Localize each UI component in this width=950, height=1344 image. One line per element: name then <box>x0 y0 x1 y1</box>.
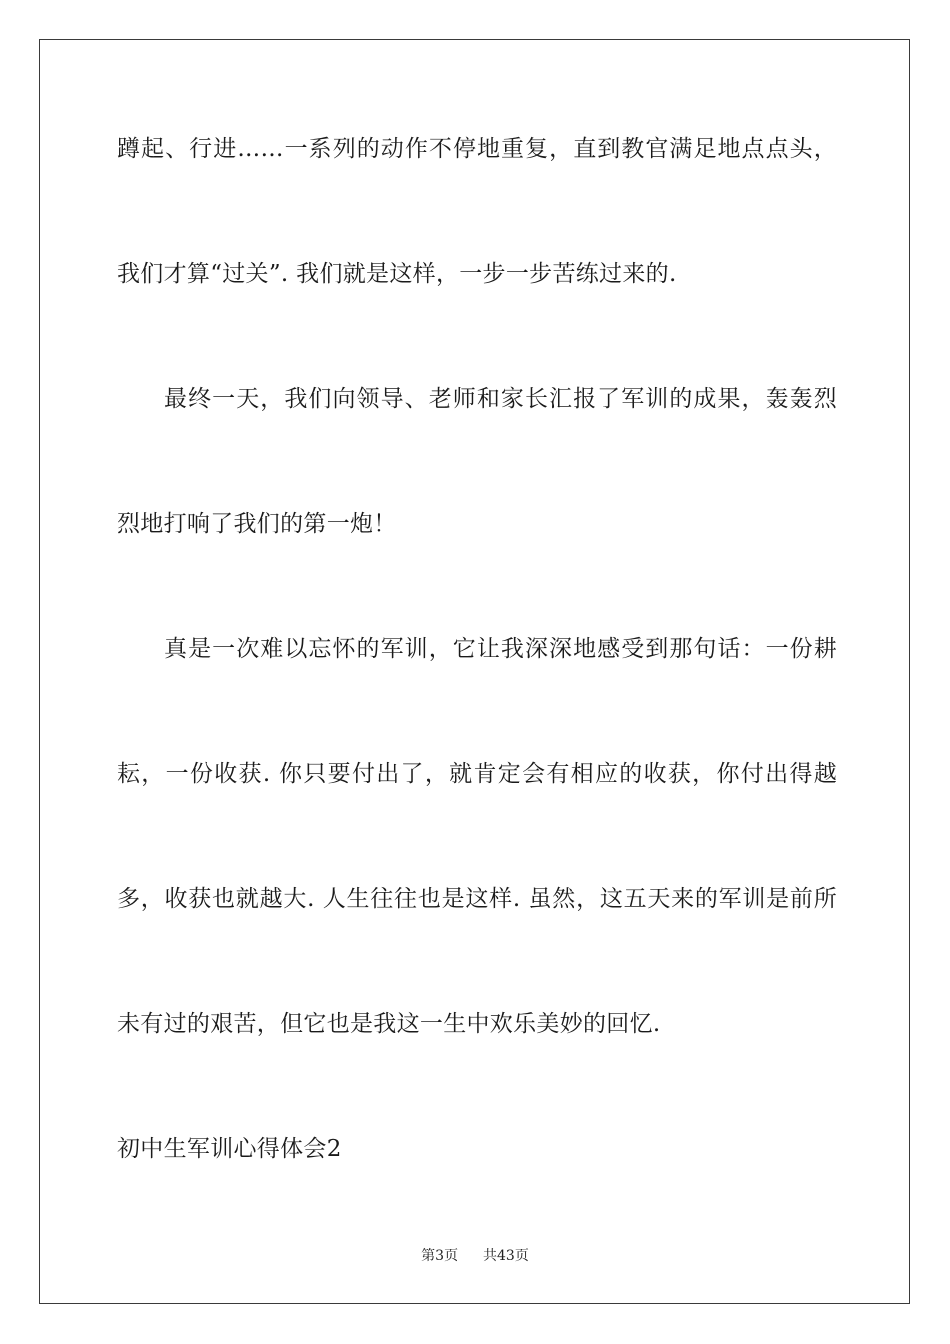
paragraph-line: 未有过的艰苦，但它也是我这一生中欢乐美妙的回忆. <box>117 1011 661 1037</box>
paragraph-line: 多，收获也就越大. 人生往往也是这样. 虽然，这五天来的军训是前所 <box>117 886 837 912</box>
page-footer <box>0 1247 950 1265</box>
paragraph-line: 最终一天，我们向领导、老师和家长汇报了军训的成果，轰轰烈 <box>164 386 837 412</box>
paragraph-line: 真是一次难以忘怀的军训，它让我深深地感受到那句话：一份耕 <box>164 636 837 662</box>
paragraph-line: 蹲起、行进……一系列的动作不停地重复，直到教官满足地点点头， <box>117 136 837 162</box>
paragraph-line: 烈地打响了我们的第一炮！ <box>117 511 397 537</box>
paragraph-line: 耘，一份收获. 你只要付出了，就肯定会有相应的收获，你付出得越 <box>117 761 837 787</box>
page-total: 共43页 <box>483 1248 529 1264</box>
page-number: 第3页 <box>421 1248 459 1264</box>
section-heading: 初中生军训心得体会2 <box>117 1136 342 1162</box>
page-border <box>39 39 910 1304</box>
paragraph-line: 我们才算“过关”. 我们就是这样，一步一步苦练过来的. <box>117 261 677 287</box>
